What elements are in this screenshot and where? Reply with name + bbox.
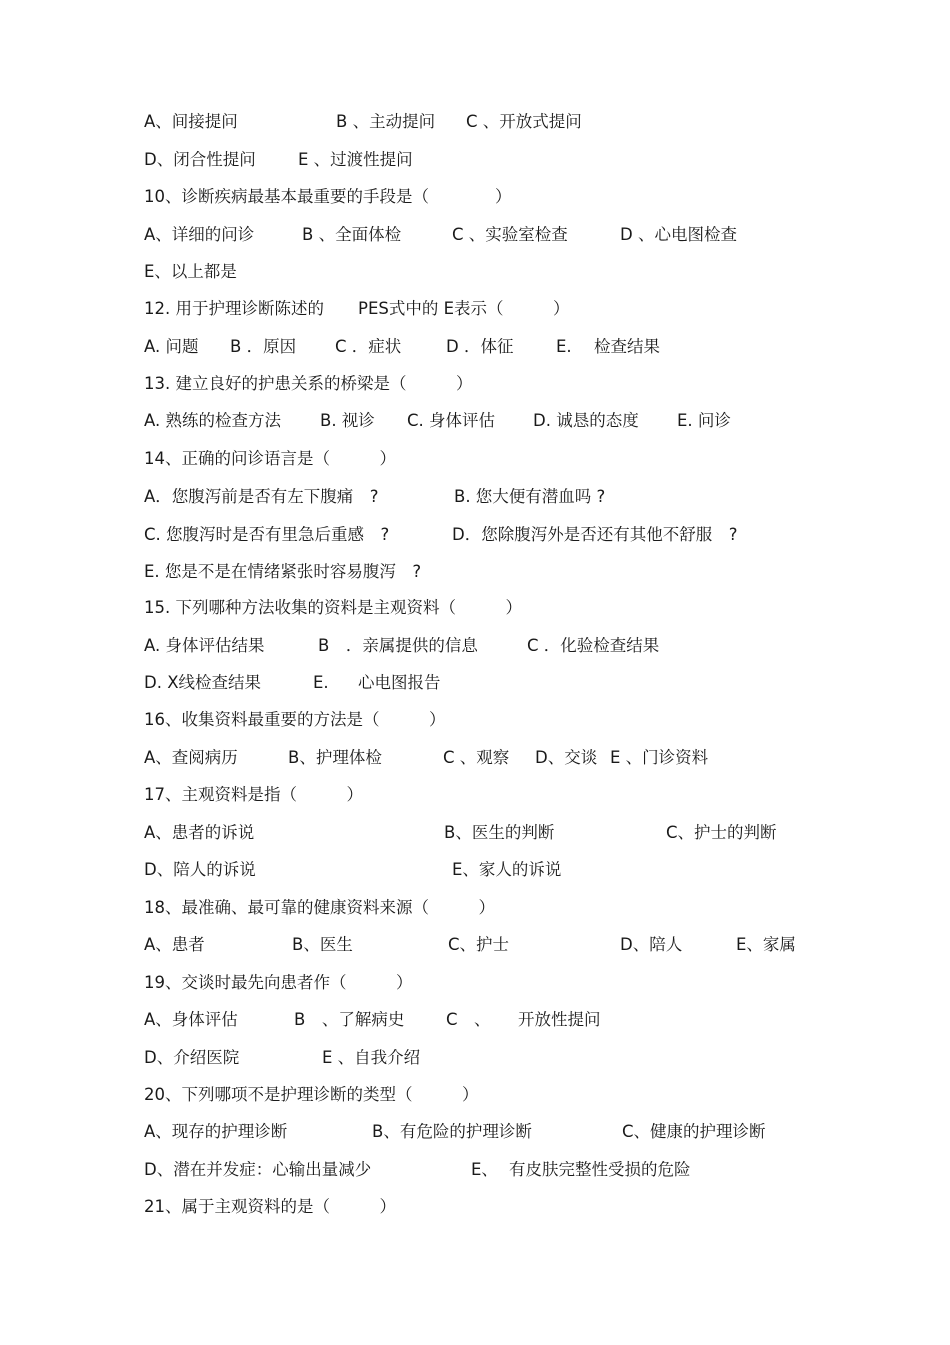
option-b: B 、了解病史 (294, 1010, 405, 1029)
option-a: A. 熟练的检查方法 (144, 411, 281, 430)
option-d: D 、心电图检查 (620, 225, 737, 244)
question-text: 10、诊断疾病最基本最重要的手段是（ ） (144, 187, 512, 206)
option-d: D ．体征 (446, 337, 514, 356)
option-d: D. X线检查结果 (144, 673, 261, 692)
option-e-text: 有皮肤完整性受损的危险 (509, 1160, 691, 1179)
option-d: D、交谈 (535, 748, 598, 767)
option-e: E. (313, 673, 329, 692)
option-e: E 、自我介绍 (322, 1048, 421, 1067)
option-e: E、家人的诉说 (452, 860, 562, 879)
option-e-text: 心电图报告 (358, 673, 441, 692)
question-text: 13. 建立良好的护患关系的桥梁是（ ） (144, 374, 473, 393)
question-text: 20、下列哪项不是护理诊断的类型（ ） (144, 1085, 479, 1104)
option-a: A、身体评估 (144, 1010, 238, 1029)
option-c: C 、实验室检查 (452, 225, 568, 244)
option-a: A、间接提问 (144, 112, 238, 131)
option-e-text: 检查结果 (594, 337, 660, 356)
question-text-cont: PES式中的 E表示（ ） (358, 299, 570, 318)
question-text: 17、主观资料是指（ ） (144, 785, 363, 804)
option-e: E. 问诊 (677, 411, 731, 430)
option-a: A、患者 (144, 935, 205, 954)
option-c: C. 您腹泻时是否有里急后重感 ? (144, 525, 390, 544)
option-a: A、现存的护理诊断 (144, 1122, 288, 1141)
question-text: 12. 用于护理诊断陈述的 (144, 299, 324, 318)
option-d: D、陪人的诉说 (144, 860, 256, 879)
option-d: D. 诚恳的态度 (533, 411, 639, 430)
question-text: 19、交谈时最先向患者作（ ） (144, 973, 413, 992)
option-e: E 、门诊资料 (610, 748, 709, 767)
option-a: A、详细的问诊 (144, 225, 255, 244)
option-e: E、家属 (736, 935, 796, 954)
option-c: C 、 (446, 1010, 491, 1029)
option-b: B ．亲属提供的信息 (318, 636, 478, 655)
option-b: B 、主动提问 (336, 112, 436, 131)
question-text: 18、最准确、最可靠的健康资料来源（ ） (144, 898, 495, 917)
option-d: D、闭合性提问 (144, 150, 256, 169)
option-c: C ．化验检查结果 (527, 636, 660, 655)
option-b: B 、全面体检 (302, 225, 402, 244)
option-b: B. 您大便有潜血吗 ? (454, 487, 606, 506)
option-b: B、医生的判断 (444, 823, 555, 842)
option-b: B、有危险的护理诊断 (372, 1122, 532, 1141)
option-c-text: 开放性提问 (518, 1010, 601, 1029)
option-c: C、健康的护理诊断 (622, 1122, 766, 1141)
option-d: D、介绍医院 (144, 1048, 240, 1067)
option-a: A. 身体评估结果 (144, 636, 265, 655)
option-d: D、潜在并发症：心输出量减少 (144, 1160, 372, 1179)
option-c: C 、开放式提问 (466, 112, 582, 131)
option-a: A、查阅病历 (144, 748, 238, 767)
option-c: C ．症状 (335, 337, 402, 356)
option-d: D．您除腹泻外是否还有其他不舒服 ? (452, 525, 738, 544)
option-c: C. 身体评估 (407, 411, 496, 430)
option-b: B、医生 (292, 935, 353, 954)
option-e: E、以上都是 (144, 262, 237, 281)
option-a: A. 问题 (144, 337, 199, 356)
option-c: C 、观察 (443, 748, 510, 767)
option-e: E. (556, 337, 572, 356)
option-e: E 、过渡性提问 (298, 150, 413, 169)
question-text: 15. 下列哪种方法收集的资料是主观资料（ ） (144, 598, 522, 617)
option-c: C、护士的判断 (666, 823, 777, 842)
option-a: A、患者的诉说 (144, 823, 255, 842)
option-c: C、护士 (448, 935, 510, 954)
option-e: E、 (471, 1160, 498, 1179)
option-e: E. 您是不是在情绪紧张时容易腹泻 ? (144, 562, 422, 581)
option-b: B、护理体检 (288, 748, 382, 767)
option-b: B. 视诊 (320, 411, 375, 430)
option-d: D、陪人 (620, 935, 683, 954)
question-text: 21、属于主观资料的是（ ） (144, 1197, 396, 1216)
option-b: B ．原因 (230, 337, 297, 356)
question-text: 14、正确的问诊语言是（ ） (144, 449, 396, 468)
option-a: A．您腹泻前是否有左下腹痛 ? (144, 487, 379, 506)
question-text: 16、收集资料最重要的方法是（ ） (144, 710, 446, 729)
